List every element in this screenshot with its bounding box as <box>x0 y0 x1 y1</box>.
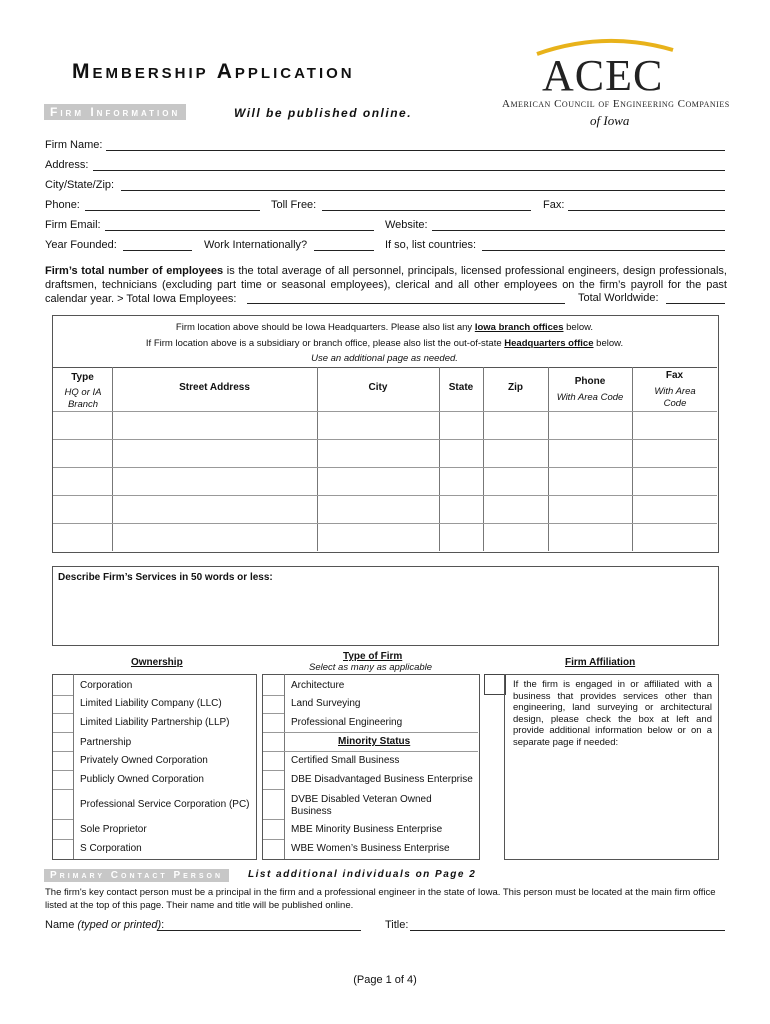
worldwide-field[interactable] <box>666 303 725 304</box>
firm-type-option[interactable]: Land Surveying <box>291 698 361 709</box>
year-founded-field[interactable] <box>123 250 192 251</box>
ownership-row-line <box>53 751 73 752</box>
locations-table <box>52 315 719 553</box>
ownership-row-line <box>53 732 73 733</box>
contact-name-label: Name (typed or printed): <box>45 919 165 931</box>
table-row-line <box>53 495 717 496</box>
website-label: Website: <box>385 219 428 231</box>
address-field[interactable] <box>93 170 725 171</box>
affiliation-header: Firm Affiliation <box>565 657 636 668</box>
ownership-row-line <box>53 789 73 790</box>
table-row-line <box>53 411 717 412</box>
col-state: State <box>448 382 474 393</box>
toll-free-label: Toll Free: <box>271 199 317 211</box>
minority-status-header: Minority Status <box>338 736 411 747</box>
phone-field[interactable] <box>85 210 260 211</box>
ownership-option[interactable]: Sole Proprietor <box>80 824 147 835</box>
ownership-option[interactable]: Publicly Owned Corporation <box>80 774 204 785</box>
website-field[interactable] <box>432 230 725 231</box>
col-fax-sub: With Area Code <box>654 386 696 409</box>
ownership-option[interactable]: Limited Liability Company (LLC) <box>80 698 222 709</box>
firm-name-label: Firm Name: <box>45 139 103 151</box>
firm-type-row-line <box>263 789 284 790</box>
fax-label: Fax: <box>543 199 565 211</box>
countries-field[interactable] <box>482 250 725 251</box>
type-of-firm-sub: Select as many as applicable <box>309 662 433 673</box>
col-phone: Phone <box>574 376 606 387</box>
firm-info-note: Will be published online. <box>234 106 413 120</box>
minority-option[interactable]: DVBE Disabled Veteran Owned Business <box>291 794 432 817</box>
services-label: Describe Firm’s Services in 50 words or less: <box>58 572 273 583</box>
table-row-line <box>53 439 717 440</box>
contact-title-field[interactable] <box>410 930 725 931</box>
ownership-option[interactable]: Professional Service Corporation (PC) <box>80 799 250 810</box>
primary-contact-text: The firm's key contact person must be a principal in the firm and a professional engineer in the state of Iowa. This person must be located at the main firm office listed at the top of this page. Their name and title will be published online. <box>45 887 716 911</box>
firm-name-field[interactable] <box>106 150 725 151</box>
ownership-row-line <box>53 713 73 714</box>
address-label: Address: <box>45 159 89 171</box>
firm-type-option[interactable]: Professional Engineering <box>291 717 403 728</box>
logo-org: American Council of Engineering Companies <box>502 98 730 110</box>
locations-instruction-1: Firm location above should be Iowa Headquarters. Please also list any Iowa branch offices below. <box>175 322 594 333</box>
firm-type-row-line <box>263 713 284 714</box>
locations-instruction-3: Use an additional page as needed. <box>311 353 458 364</box>
ownership-option[interactable]: Limited Liability Partnership (LLP) <box>80 717 230 728</box>
ownership-row-line <box>53 770 73 771</box>
firm-type-row-line <box>263 839 284 840</box>
firm-type-row-line <box>263 819 284 820</box>
phone-label: Phone: <box>45 199 80 211</box>
col-phone-sub: With Area Code <box>556 392 624 403</box>
col-city: City <box>368 382 388 393</box>
firm-type-row-line <box>263 732 478 733</box>
ownership-divider <box>73 674 74 859</box>
employees-bold: Firm’s total number of employees <box>45 265 224 277</box>
col-type-sub: HQ or IA Branch <box>64 387 102 410</box>
firm-info-band: Firm Information <box>44 104 186 120</box>
worldwide-label: Total Worldwide: <box>578 292 659 304</box>
locations-header-top <box>53 367 717 368</box>
work-intl-field[interactable] <box>314 250 374 251</box>
contact-name-field[interactable] <box>157 930 361 931</box>
ownership-option[interactable]: Partnership <box>80 737 132 748</box>
minority-option[interactable]: DBE Disadvantaged Business Enterprise <box>291 774 473 785</box>
firm-email-label: Firm Email: <box>45 219 101 231</box>
firm-type-row-line <box>263 695 284 696</box>
page-title: Membership Application <box>72 60 355 83</box>
work-intl-label: Work Internationally? <box>204 239 308 251</box>
contact-title-label: Title: <box>385 919 409 931</box>
ownership-option[interactable]: Privately Owned Corporation <box>80 755 208 766</box>
firm-email-field[interactable] <box>105 230 374 231</box>
affiliation-text: If the firm is engaged in or affiliated with a business that provides services other than engineering, land surveying or architectural design, please check the box at left and provide additional information below or on a separate page if needed: <box>513 679 712 748</box>
table-row-line <box>53 523 717 524</box>
fax-field[interactable] <box>568 210 725 211</box>
minority-option[interactable]: Certified Small Business <box>291 755 400 766</box>
col-type: Type <box>71 372 94 383</box>
affiliation-checkbox[interactable] <box>484 674 506 695</box>
toll-free-field[interactable] <box>322 210 531 211</box>
ownership-row-line <box>53 819 73 820</box>
firm-type-option[interactable]: Architecture <box>291 680 345 691</box>
minority-option[interactable]: WBE Women’s Business Enterprise <box>291 843 450 854</box>
minority-option[interactable]: MBE Minority Business Enterprise <box>291 824 443 835</box>
primary-contact-band: Primary Contact Person <box>44 869 229 882</box>
ownership-header: Ownership <box>131 657 183 668</box>
table-row-line <box>53 467 717 468</box>
firm-type-row-line <box>263 751 478 752</box>
col-zip: Zip <box>508 382 523 393</box>
city-state-zip-label: City/State/Zip: <box>45 179 115 191</box>
iowa-employees-field[interactable] <box>247 303 565 304</box>
countries-label: If so, list countries: <box>385 239 477 251</box>
ownership-row-line <box>53 839 73 840</box>
col-fax: Fax <box>665 370 684 381</box>
city-state-zip-field[interactable] <box>121 190 725 191</box>
ownership-option[interactable]: Corporation <box>80 680 133 691</box>
locations-instruction-2: If Firm location above is a subsidiary or branch office, please also list the out-of-state Headquarters office below. <box>145 338 624 349</box>
page-footer: (Page 1 of 4) <box>353 974 417 986</box>
primary-contact-note: List additional individuals on Page 2 <box>248 869 477 880</box>
firm-type-divider <box>284 674 285 859</box>
logo-chapter: of Iowa <box>590 113 630 128</box>
year-founded-label: Year Founded: <box>45 239 117 251</box>
type-of-firm-header: Type of Firm <box>343 651 403 662</box>
logo-acec: ACEC <box>542 51 664 100</box>
employees-text: is the total average of all personnel, principals, licensed professional engineers, design professionals, draftsmen, technicians (excluding part time or seasonal employees), clerical and all other employees on the firm’s payroll for the past calendar year. > Total Iowa Employees: <box>45 265 727 305</box>
ownership-option[interactable]: S Corporation <box>80 843 142 854</box>
col-street: Street Address <box>179 382 250 393</box>
ownership-row-line <box>53 695 73 696</box>
firm-type-row-line <box>263 770 284 771</box>
